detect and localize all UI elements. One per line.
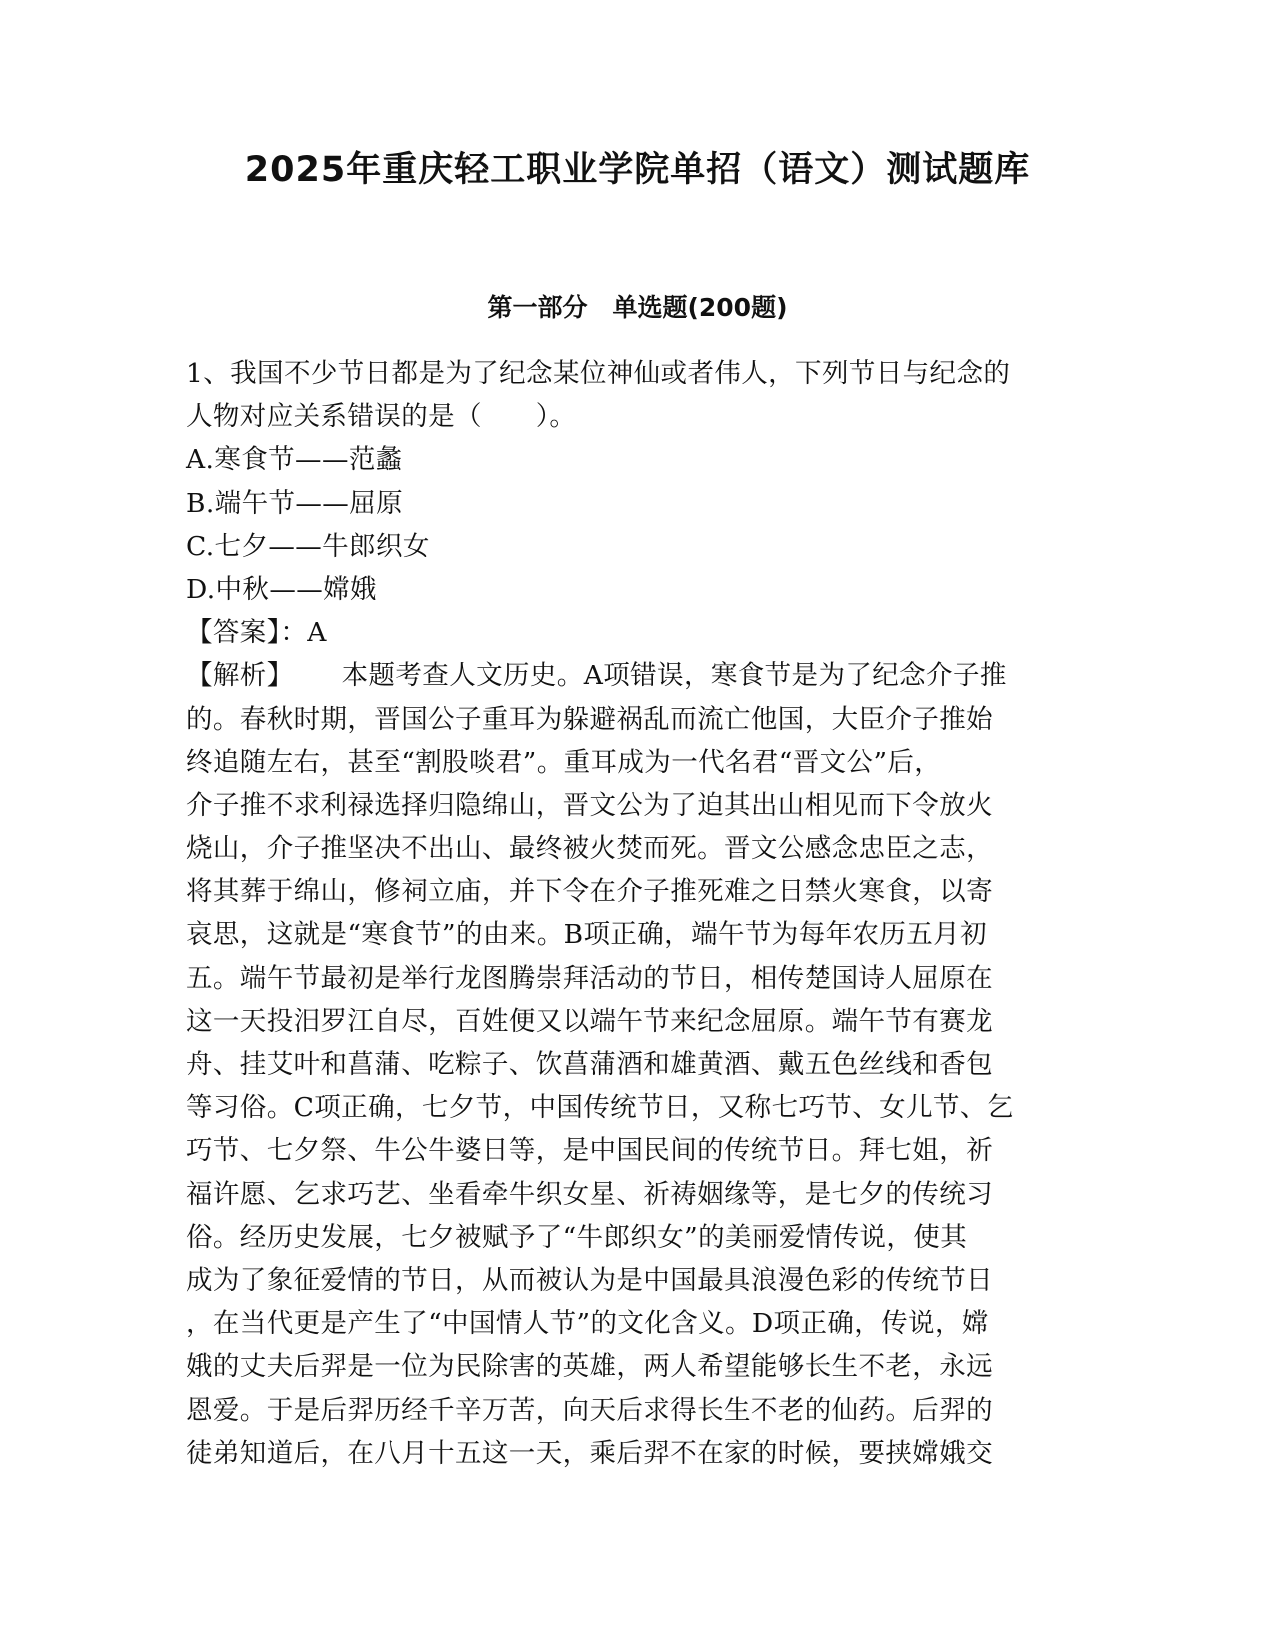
analysis-line: 烧山，介子推坚决不出山、最终被火焚而死。晋文公感念忠臣之志， bbox=[186, 833, 993, 865]
question-stem-line: 1、我国不少节日都是为了纪念某位神仙或者伟人，下列节日与纪念的 bbox=[186, 358, 1011, 389]
answer-line: 【答案】：A bbox=[186, 617, 327, 649]
analysis-line: 的。春秋时期，晋国公子重耳为躲避祸乱而流亡他国，大臣介子推始 bbox=[186, 703, 993, 735]
analysis-line: 这一天投汨罗江自尽，百姓便又以端午节来纪念屈原。端午节有赛龙 bbox=[186, 1005, 993, 1037]
analysis-line: 哀思，这就是“寒食节”的由来。B项正确，端午节为每年农历五月初 bbox=[186, 919, 987, 951]
analysis-line: 终追随左右，甚至“割股啖君”。重耳成为一代名君“晋文公”后， bbox=[186, 746, 942, 778]
analysis-text: 本题考查人文历史。A项错误，寒食节是为了纪念介子推 bbox=[341, 660, 1007, 692]
section-heading: 第一部分 单选题(200题) bbox=[487, 293, 788, 322]
option-c: C.七夕——牛郎织女 bbox=[186, 530, 430, 562]
analysis-line: 娥的丈夫后羿是一位为民除害的英雄，两人希望能够长生不老，永远 bbox=[186, 1351, 993, 1383]
question-block bbox=[186, 352, 1086, 1475]
question-stem-line: 人物对应关系错误的是（ ）。 bbox=[186, 401, 577, 433]
analysis-line: 舟、挂艾叶和菖蒲、吃粽子、饮菖蒲酒和雄黄酒、戴五色丝线和香包 bbox=[186, 1049, 993, 1080]
option-d: D.中秋——嫦娥 bbox=[186, 573, 377, 605]
analysis-line: 恩爱。于是后羿历经千辛万苦，向天后求得长生不老的仙药。后羿的 bbox=[186, 1394, 993, 1426]
analysis-line: 俗。经历史发展，七夕被赋予了“牛郎织女”的美丽爱情传说，使其 bbox=[186, 1221, 968, 1253]
analysis-line: 介子推不求利禄选择归隐绵山，晋文公为了迫其出山相见而下令放火 bbox=[186, 789, 993, 821]
analysis-line: 等习俗。C项正确，七夕节，中国传统节日，又称七巧节、女儿节、乞 bbox=[186, 1092, 1014, 1124]
option-b: B.端午节——屈原 bbox=[186, 487, 403, 519]
analysis-line: 将其葬于绵山，修祠立庙，并下令在介子推死难之日禁火寒食，以寄 bbox=[186, 876, 993, 908]
analysis-line: 成为了象征爱情的节日，从而被认为是中国最具浪漫色彩的传统节日 bbox=[186, 1264, 993, 1296]
analysis-line: 五。端午节最初是举行龙图腾崇拜活动的节日，相传楚国诗人屈原在 bbox=[186, 962, 993, 994]
analysis-line: 徒弟知道后，在八月十五这一天，乘后羿不在家的时候，要挟嫦娥交 bbox=[186, 1437, 993, 1469]
analysis-label: 【解析】 bbox=[186, 660, 294, 692]
analysis-line: 福许愿、乞求巧艺、坐看牵牛织女星、祈祷姻缘等，是七夕的传统习 bbox=[186, 1178, 993, 1210]
analysis-line: ，在当代更是产生了“中国情人节”的文化含义。D项正确，传说，嫦 bbox=[186, 1308, 989, 1340]
analysis-first-line bbox=[186, 654, 1086, 697]
option-a: A.寒食节——范蠡 bbox=[186, 444, 403, 476]
document-title: 2025年重庆轻工职业学院单招（语文）测试题库 bbox=[244, 150, 1031, 190]
analysis-line: 巧节、七夕祭、牛公牛婆日等，是中国民间的传统节日。拜七姐，祈 bbox=[186, 1135, 993, 1167]
